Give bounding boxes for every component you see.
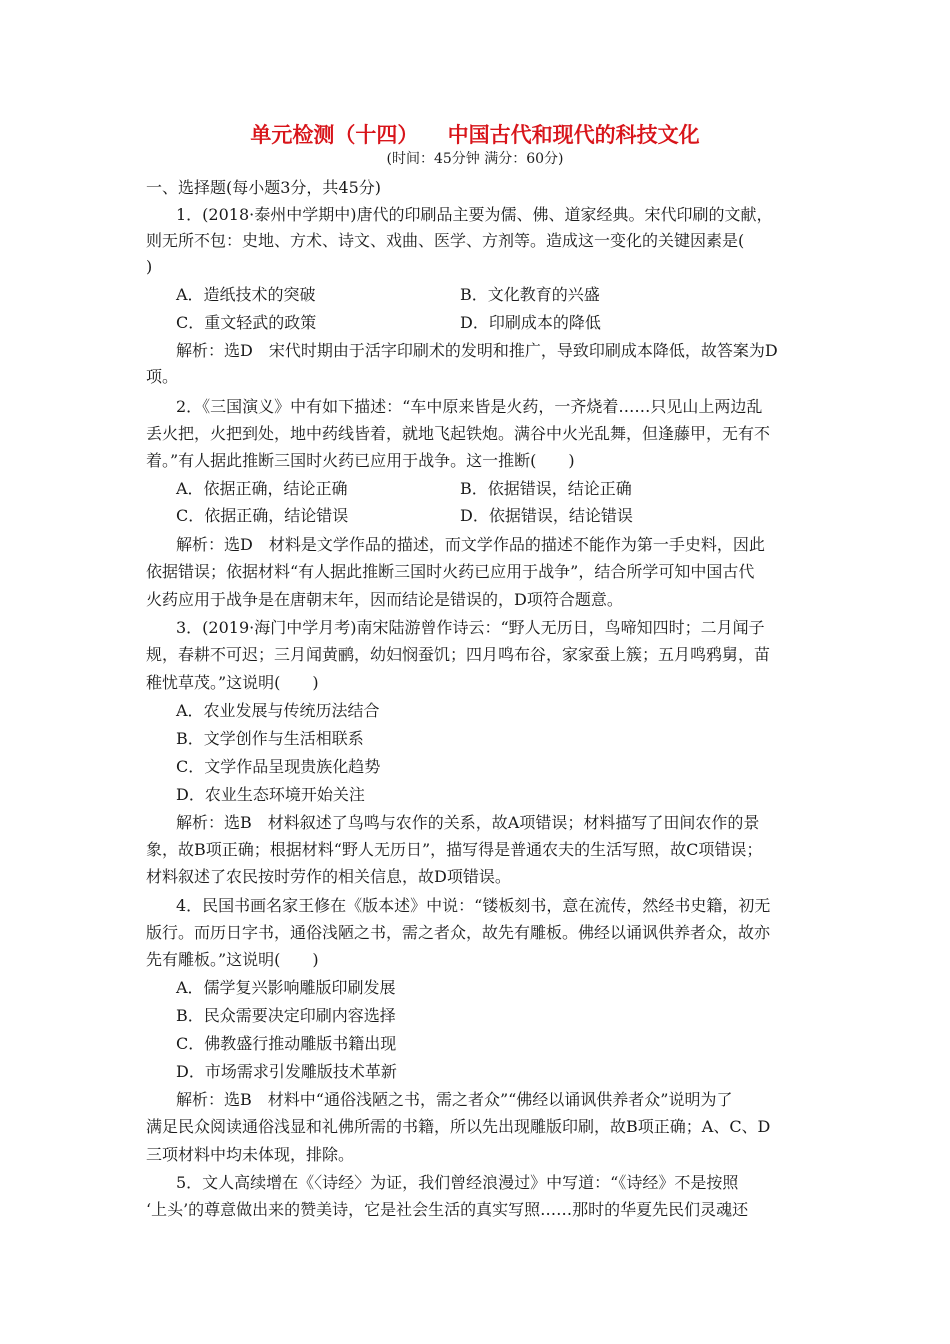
- question-4-answer-line-1: 解析：选B 材料中“通俗浅陋之书，需之者众”“佛经以诵讽供养者众”说明为了: [176, 1090, 733, 1109]
- question-1-answer-line-2: 项。: [146, 367, 179, 386]
- question-3-option-a: A．农业发展与传统历法结合: [176, 701, 380, 720]
- question-2-stem-line-3: 着。”有人据此推断三国时火药已应用于战争。这一推断( ): [146, 451, 575, 470]
- question-5-stem-line-2: ‘上头’的尊意做出来的赞美诗，它是社会生活的真实写照……那时的华夏先民们灵魂还: [146, 1200, 749, 1219]
- question-4-option-b: B．民众需要决定印刷内容选择: [176, 1006, 396, 1025]
- question-1-stem-line-2: 则无所不包：史地、方术、诗文、戏曲、医学、方剂等。造成这一变化的关键因素是(: [146, 231, 745, 250]
- question-2-option-c: C．依据正确，结论错误: [176, 506, 349, 525]
- question-2-stem-line-1: 2．《三国演义》中有如下描述：“车中原来皆是火药，一齐烧着……只见山上两边乱: [176, 397, 763, 416]
- question-1-answer-line-1: 解析：选D 宋代时期由于活字印刷术的发明和推广，导致印刷成本降低，故答案为D: [176, 341, 778, 360]
- question-4-stem-line-3: 先有雕板。”这说明( ): [146, 950, 319, 969]
- question-2-option-b: B．依据错误，结论正确: [460, 479, 632, 498]
- question-2-answer-line-2: 依据错误；依据材料“有人据此推断三国时火药已应用于战争”，结合所学可知中国古代: [146, 562, 755, 581]
- question-4-stem-line-2: 版行。而历日字书，通俗浅陋之书，需之者众，故先有雕板。佛经以诵讽供养者众，故亦: [146, 923, 771, 942]
- question-1-option-c: C．重文轻武的政策: [176, 313, 317, 332]
- question-1-option-a: A．造纸技术的突破: [176, 285, 316, 304]
- question-1-option-b: B．文化教育的兴盛: [460, 285, 600, 304]
- question-5-stem-line-1: 5．文人高续增在《〈诗经〉为证，我们曾经浪漫过》中写道：“《诗经》不是按照: [176, 1173, 739, 1192]
- question-2-answer-line-1: 解析：选D 材料是文学作品的描述，而文学作品的描述不能作为第一手史料，因此: [176, 535, 765, 554]
- question-4-option-c: C．佛教盛行推动雕版书籍出现: [176, 1034, 397, 1053]
- question-3-stem-line-1: 3．(2019·海门中学月考)南宋陆游曾作诗云：“野人无历日，鸟啼知四时；二月闻子: [176, 618, 765, 637]
- question-4-option-a: A．儒学复兴影响雕版印刷发展: [176, 978, 396, 997]
- question-1-option-d: D．印刷成本的降低: [460, 313, 601, 332]
- page-subtitle: (时间：45分钟 满分：60分): [386, 151, 564, 167]
- question-3-option-d: D．农业生态环境开始关注: [176, 785, 365, 804]
- question-2-option-a: A．依据正确，结论正确: [176, 479, 348, 498]
- question-4-answer-line-2: 满足民众阅读通俗浅显和礼佛所需的书籍，所以先出现雕版印刷，故B项正确；A、C、D: [146, 1117, 771, 1136]
- question-3-answer-line-1: 解析：选B 材料叙述了鸟鸣与农作的关系，故A项错误；材料描写了田间农作的景: [176, 813, 760, 832]
- question-3-option-c: C．文学作品呈现贵族化趋势: [176, 757, 381, 776]
- question-4-stem-line-1: 4．民国书画名家王修在《版本述》中说：“镂板刻书，意在流传，然经书史籍，初无: [176, 896, 771, 915]
- section-heading: 一、选择题(每小题3分，共45分): [146, 178, 382, 197]
- question-3-answer-line-2: 象，故B项正确；根据材料“野人无历日”，描写得是普通农夫的生活写照，故C项错误；: [146, 840, 763, 859]
- question-2-option-d: D．依据错误，结论错误: [460, 506, 633, 525]
- question-3-answer-line-3: 材料叙述了农民按时劳作的相关信息，故D项错误。: [146, 867, 511, 886]
- question-2-stem-line-2: 丢火把，火把到处，地中药线皆着，就地飞起铁炮。满谷中火光乱舞，但逢藤甲，无有不: [146, 424, 771, 443]
- question-3-stem-line-2: 规，春耕不可迟；三月闻黄鹂，幼妇悯蚕饥；四月鸣布谷，家家蚕上簇；五月鸣鸦舅，苗: [146, 645, 771, 664]
- question-4-option-d: D．市场需求引发雕版技术革新: [176, 1062, 397, 1081]
- question-3-stem-line-3: 稚忧草茂。”这说明( ): [146, 673, 319, 692]
- question-1-stem-line-3: ): [146, 257, 153, 276]
- question-4-answer-line-3: 三项材料中均未体现，排除。: [146, 1145, 355, 1164]
- question-1-stem-line-1: 1．(2018·泰州中学期中)唐代的印刷品主要为儒、佛、道家经典。宋代印刷的文献，: [176, 205, 773, 224]
- page-title: 单元检测（十四） 中国古代和现代的科技文化: [250, 123, 700, 147]
- question-3-option-b: B．文学创作与生活相联系: [176, 729, 364, 748]
- question-2-answer-line-3: 火药应用于战争是在唐朝末年，因而结论是错误的，D项符合题意。: [146, 590, 623, 609]
